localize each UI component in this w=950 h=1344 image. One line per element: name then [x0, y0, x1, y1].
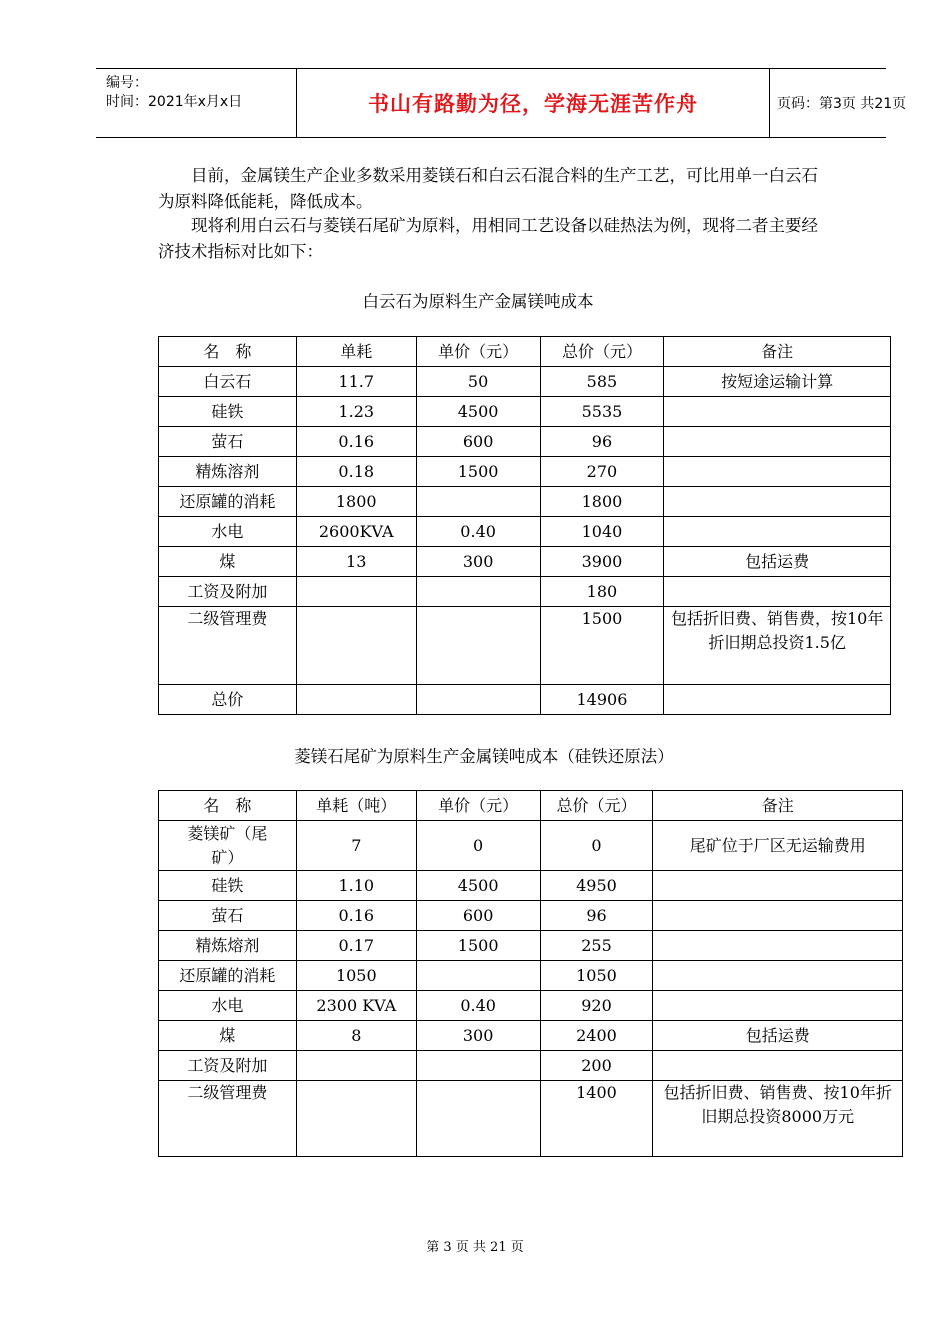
remark: 按短途运输计算 — [664, 367, 891, 397]
unit-price: 0 — [416, 821, 540, 871]
item-name: 硅铁 — [159, 397, 297, 427]
consumption — [296, 577, 416, 607]
unit-price — [416, 607, 540, 685]
header-cell: 总价（元） — [540, 337, 664, 367]
paragraph-1: 目前，金属镁生产企业多数采用菱镁石和白云石混合料的生产工艺，可比用单一白云石为原料降低能耗，降低成本。 — [158, 166, 818, 211]
total-price: 200 — [540, 1051, 653, 1081]
table-row — [159, 397, 891, 427]
page-header — [96, 68, 907, 138]
total-price: 2400 — [540, 1021, 653, 1051]
number-label: 编号： — [106, 75, 148, 91]
table-row — [159, 991, 903, 1021]
remark: 包括运费 — [664, 547, 891, 577]
item-name: 水电 — [159, 517, 297, 547]
consumption: 2600KVA — [296, 517, 416, 547]
item-name: 二级管理费 — [159, 1081, 297, 1157]
total-price: 270 — [540, 457, 664, 487]
item-name: 煤 — [159, 1021, 297, 1051]
remark — [664, 457, 891, 487]
unit-price: 300 — [416, 547, 540, 577]
page-footer: 第 3 页 共 21 页 — [426, 1240, 524, 1255]
header-cell: 单耗（吨） — [296, 791, 416, 821]
remark — [664, 487, 891, 517]
remark: 尾矿位于厂区无运输费用 — [653, 821, 903, 871]
consumption: 13 — [296, 547, 416, 577]
paragraph-2: 现将利用白云石与菱镁石尾矿为原料，用相同工艺设备以硅热法为例，现将二者主要经济技术指标对比如下： — [158, 216, 818, 261]
table-header-row — [159, 791, 903, 821]
unit-price — [416, 577, 540, 607]
remark — [653, 961, 903, 991]
remark — [664, 517, 891, 547]
unit-price: 50 — [416, 367, 540, 397]
dolomite-cost-table — [158, 336, 891, 715]
unit-price: 1500 — [416, 457, 540, 487]
consumption: 1.23 — [296, 397, 416, 427]
header-motto: 书山有路勤为径，学海无涯苦作舟 — [368, 92, 698, 116]
total-price: 5535 — [540, 397, 664, 427]
item-name: 还原罐的消耗 — [159, 487, 297, 517]
remark — [664, 397, 891, 427]
total-price: 1500 — [540, 607, 664, 685]
table-row — [159, 961, 903, 991]
item-name: 菱镁矿（尾矿） — [159, 821, 297, 871]
total-price: 96 — [540, 901, 653, 931]
magnesite-cost-table — [158, 790, 903, 1157]
unit-price: 0.40 — [416, 991, 540, 1021]
table-row — [159, 367, 891, 397]
consumption: 7 — [296, 821, 416, 871]
consumption: 1800 — [296, 487, 416, 517]
header-cell: 总价（元） — [540, 791, 653, 821]
item-name: 工资及附加 — [159, 577, 297, 607]
table-row — [159, 871, 903, 901]
table-header-row — [159, 337, 891, 367]
total-price: 1400 — [540, 1081, 653, 1157]
total-price: 96 — [540, 427, 664, 457]
table-row — [159, 821, 903, 871]
item-name: 还原罐的消耗 — [159, 961, 297, 991]
item-name: 二级管理费 — [159, 607, 297, 685]
item-name: 萤石 — [159, 901, 297, 931]
consumption: 11.7 — [296, 367, 416, 397]
remark — [653, 991, 903, 1021]
table-row — [159, 487, 891, 517]
unit-price — [416, 1051, 540, 1081]
table-row — [159, 607, 891, 685]
remark — [653, 871, 903, 901]
remark: 包括折旧费、销售费、按10年折旧期总投资8000万元 — [653, 1081, 903, 1157]
header-cell: 备注 — [653, 791, 903, 821]
table-row — [159, 931, 903, 961]
table-row — [159, 1021, 903, 1051]
total-price: 14906 — [540, 685, 664, 715]
total-price: 255 — [540, 931, 653, 961]
consumption: 1.10 — [296, 871, 416, 901]
header-motto-cell — [296, 69, 770, 137]
remark — [664, 577, 891, 607]
consumption: 1050 — [296, 961, 416, 991]
consumption: 0.16 — [296, 901, 416, 931]
item-name: 萤石 — [159, 427, 297, 457]
total-price: 1050 — [540, 961, 653, 991]
time-label: 时间：2021年x月x日 — [106, 94, 243, 110]
item-name: 煤 — [159, 547, 297, 577]
consumption — [296, 1081, 416, 1157]
table-row — [159, 1081, 903, 1157]
remark — [653, 901, 903, 931]
consumption — [296, 1051, 416, 1081]
table-row — [159, 577, 891, 607]
remark: 包括运费 — [653, 1021, 903, 1051]
total-price: 180 — [540, 577, 664, 607]
item-name: 精炼溶剂 — [159, 457, 297, 487]
header-cell: 名 称 — [159, 791, 297, 821]
consumption: 0.16 — [296, 427, 416, 457]
unit-price — [416, 961, 540, 991]
unit-price: 600 — [416, 427, 540, 457]
consumption: 0.18 — [296, 457, 416, 487]
table2-caption: 菱镁石尾矿为原料生产金属镁吨成本（硅铁还原法） — [294, 747, 674, 766]
unit-price: 4500 — [416, 871, 540, 901]
table-row — [159, 457, 891, 487]
consumption: 2300 KVA — [296, 991, 416, 1021]
unit-price: 0.40 — [416, 517, 540, 547]
consumption — [296, 607, 416, 685]
unit-price — [416, 487, 540, 517]
item-name: 精炼熔剂 — [159, 931, 297, 961]
item-name: 工资及附加 — [159, 1051, 297, 1081]
header-cell: 名 称 — [159, 337, 297, 367]
remark — [653, 931, 903, 961]
consumption: 0.17 — [296, 931, 416, 961]
total-price: 1040 — [540, 517, 664, 547]
header-meta — [96, 69, 296, 137]
unit-price — [416, 685, 540, 715]
total-price: 0 — [540, 821, 653, 871]
remark: 包括折旧费、销售费，按10年折旧期总投资1.5亿 — [664, 607, 891, 685]
table1-caption: 白云石为原料生产金属镁吨成本 — [362, 292, 594, 311]
header-cell: 备注 — [664, 337, 891, 367]
consumption — [296, 685, 416, 715]
header-cell: 单耗 — [296, 337, 416, 367]
item-name: 白云石 — [159, 367, 297, 397]
unit-price: 300 — [416, 1021, 540, 1051]
table-row — [159, 547, 891, 577]
remark — [653, 1051, 903, 1081]
table-row — [159, 1051, 903, 1081]
unit-price: 1500 — [416, 931, 540, 961]
total-price: 3900 — [540, 547, 664, 577]
table-row — [159, 517, 891, 547]
item-name: 水电 — [159, 991, 297, 1021]
item-name: 总价 — [159, 685, 297, 715]
header-cell: 单价（元） — [416, 337, 540, 367]
item-name: 硅铁 — [159, 871, 297, 901]
header-cell: 单价（元） — [416, 791, 540, 821]
consumption: 8 — [296, 1021, 416, 1051]
unit-price: 600 — [416, 901, 540, 931]
unit-price — [416, 1081, 540, 1157]
total-price: 920 — [540, 991, 653, 1021]
total-price: 585 — [540, 367, 664, 397]
remark — [664, 685, 891, 715]
total-price: 1800 — [540, 487, 664, 517]
remark — [664, 427, 891, 457]
total-price: 4950 — [540, 871, 653, 901]
unit-price: 4500 — [416, 397, 540, 427]
table-row — [159, 685, 891, 715]
table-row — [159, 427, 891, 457]
table-row — [159, 901, 903, 931]
page-info: 页码：第3页 共21页 — [777, 96, 907, 112]
